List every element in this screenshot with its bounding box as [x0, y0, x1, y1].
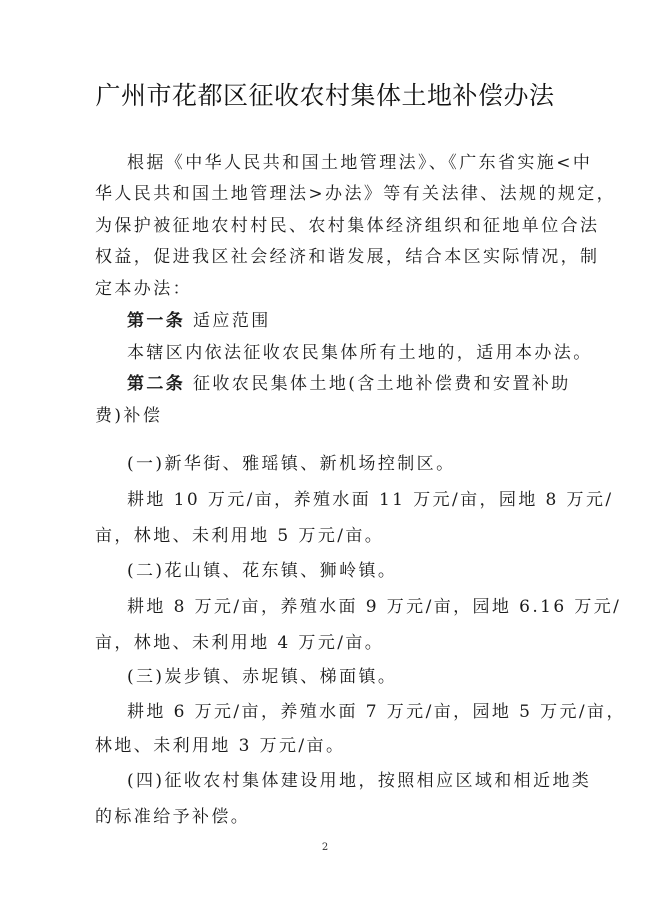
article-2-title-cont: 费)补偿: [95, 406, 163, 426]
page-number: 2: [321, 842, 329, 853]
region-2-rates: 耕地 8 万元/亩，养殖水面 9 万元/亩，园地 6.16 万元/: [127, 597, 622, 617]
region-1-rates-cont: 亩，林地、未利用地 5 万元/亩。: [95, 526, 385, 546]
preamble-line: 根据《中华人民共和国土地管理法》、《广东省实施<中: [127, 153, 593, 173]
region-3-rates-cont: 林地、未利用地 3 万元/亩。: [95, 736, 346, 756]
preamble-line: 华人民共和国土地管理法>办法》等有关法律、法规的规定，: [95, 184, 617, 204]
article-1-heading: [127, 310, 582, 332]
region-3-rates: 耕地 6 万元/亩，养殖水面 7 万元/亩，园地 5 万元/亩，: [127, 702, 626, 722]
article-1-title: 适应范围: [193, 311, 271, 331]
article-1-label: 第一条: [127, 311, 186, 331]
article-2-heading: [127, 373, 582, 395]
region-3: (三)炭步镇、赤坭镇、梯面镇。: [127, 667, 398, 687]
region-4: (四)征收农村集体建设用地，按照相应区域和相近地类: [127, 771, 592, 791]
region-1-rates: 耕地 10 万元/亩，养殖水面 11 万元/亩，园地 8 万元/: [127, 490, 614, 510]
preamble-line: 定本办法：: [95, 279, 192, 299]
region-1: (一)新华街、雅瑶镇、新机场控制区。: [127, 454, 456, 474]
article-2-title: 征收农民集体土地(含土地补偿费和安置补助: [193, 374, 571, 394]
region-2: (二)花山镇、花东镇、狮岭镇。: [127, 561, 398, 581]
article-2-label: 第二条: [127, 374, 186, 394]
preamble-line: 为保护被征地农村村民、农村集体经济组织和征地单位合法: [95, 216, 600, 236]
region-2-rates-cont: 亩，林地、未利用地 4 万元/亩。: [95, 633, 385, 653]
region-4-cont: 的标准给予补偿。: [95, 807, 251, 827]
preamble-line: 权益，促进我区社会经济和谐发展，结合本区实际情况，制: [95, 247, 600, 267]
article-1-body: 本辖区内依法征收农民集体所有土地的，适用本办法。: [127, 343, 593, 363]
document-title: 广州市花都区征收农村集体土地补偿办法: [95, 81, 555, 110]
